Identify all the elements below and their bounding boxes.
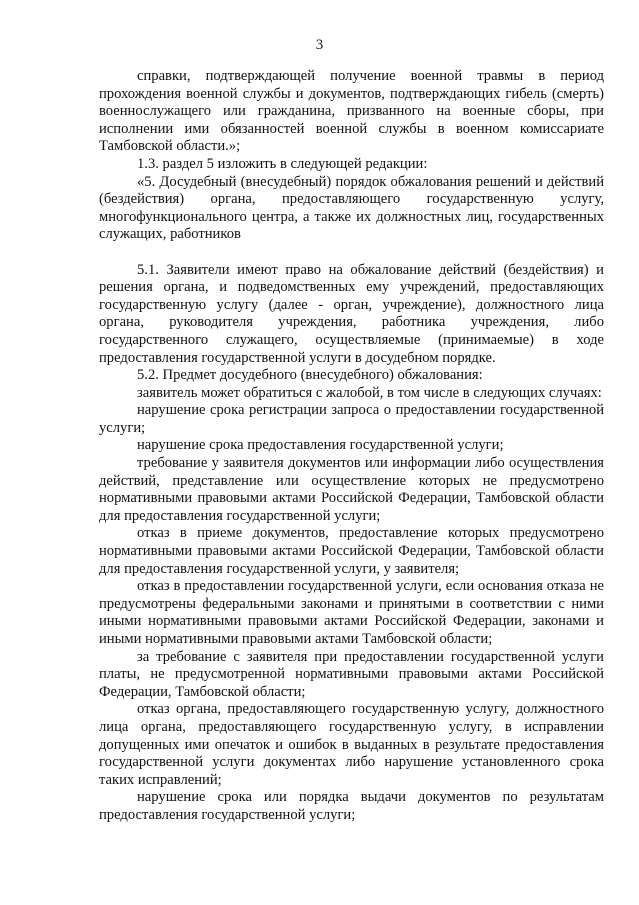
document-body: [99, 68, 604, 825]
list-item-unlawful-fee: за требование с заявителя при предоставлении государственной услуги платы, не предусмотренной нормативными правовыми актами Российской Федерации, Тамбовской области;: [99, 648, 604, 700]
paragraph-5-2: 5.2. Предмет досудебного (внесудебного) обжалования:: [137, 367, 483, 384]
page-number: 3: [315, 37, 324, 53]
list-item-extra-documents: требование у заявителя документов или информации либо осуществления действий, представление или осуществление которых не предусмотрено нормативными правовыми актами Российской Федерации, Тамбовской области для предоставления государственной услуги;: [99, 455, 604, 524]
paragraph-item-1-3: 1.3. раздел 5 изложить в следующей редакции:: [137, 155, 428, 172]
paragraph-5-1: 5.1. Заявители имеют право на обжалование действий (бездействия) и решения органа, и подведомственных ему учреждений, предоставляющих государственную услугу (далее - орган, учреждение), должностного лица органа, руководителя учреждения, работника учреждения, либо государственного служащего, осуществляемые (принимаемые) в ходе предоставления государственной услуги в досудебном порядке.: [99, 261, 604, 366]
list-item-refusal-of-service: отказ в предоставлении государственной услуги, если основания отказа не предусмотрены федеральными законами и принятыми в соответствии с ними иными нормативными правовыми актами Российской Федерации, законами и иными нормативными правовыми актами Тамбовской области;: [99, 578, 604, 647]
paragraph-certificate-continuation: справки, подтверждающей получение военной травмы в период прохождения военной службы и документов, подтверждающих гибель (смерть) военнослужащего или гражданина, призванного на военные сборы, при исполнении ими обязанностей военной службы в военном комиссариате Тамбовской области.»;: [99, 68, 604, 155]
list-item-refusal-to-accept: отказ в приеме документов, предоставление которых предусмотрено нормативными правовыми актами Российской Федерации, Тамбовской области для предоставления государственной услуги, у заявителя;: [99, 525, 604, 577]
list-item-refusal-to-correct: отказ органа, предоставляющего государственную услугу, должностного лица органа, предоставляющего государственную услугу, в исправлении допущенных ими опечаток и ошибок в выданных в результате предоставления государственной услуги документах либо нарушение установленного срока таких исправлений;: [99, 701, 604, 788]
section-5-heading: «5. Досудебный (внесудебный) порядок обжалования решений и действий (бездействия) органа, предоставляющего государственную услугу, многофункционального центра, а также их должностных лиц, государственных служащих, работников: [99, 173, 604, 243]
paragraph-complaint-cases: заявитель может обратиться с жалобой, в том числе в следующих случаях:: [137, 384, 602, 401]
list-item-registration-deadline: нарушение срока регистрации запроса о предоставлении государственной услуги;: [99, 402, 604, 436]
list-item-service-deadline: нарушение срока предоставления государственной услуги;: [137, 437, 504, 454]
list-item-issuance-violation: нарушение срока или порядка выдачи документов по результатам предоставления государственной услуги;: [99, 789, 604, 823]
